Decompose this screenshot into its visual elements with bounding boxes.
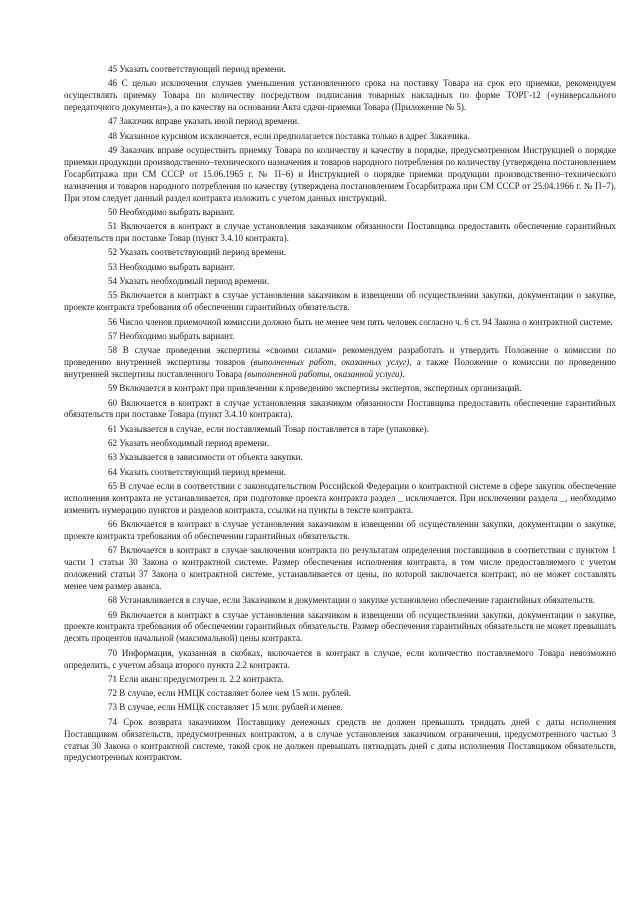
footnote-text: 50 Необходимо выбрать вариант.	[108, 206, 235, 217]
footnote-text: 58 В случае проведения экспертизы «своими силами» рекомендуем разработать и утвердить Положение о комиссии по проведению внутренней экспертизы товаров	[64, 345, 616, 368]
footnote-46	[64, 78, 616, 114]
footnote-62	[64, 438, 616, 450]
footnote-47	[64, 116, 616, 128]
footnote-text: 60 Включается в контракт в случае установления заказчиком обязанности Поставщика предоставить обеспечение гарантийных обязательств при поставке Товара (пункт 3.4.10 контракта).	[64, 397, 616, 420]
footnote-64	[64, 467, 616, 479]
footnote-text: 62 Указать необходимый период времени.	[108, 438, 270, 449]
footnote-text: 46 С целью исключения случаев уменьшения установленного срока на поставку Товара на срок его приемки, рекомендуем осуществлять приемку Товара по количеству посредством подписания товарных накладных по форме ТОРГ-12 («универсального передаточного документа»), а по качеству на основании Акта сдачи-приемки Товара (Приложение № 5).	[64, 78, 616, 113]
footnote-text: 74 Срок возврата заказчиком Поставщику денежных средств не должен превышать тридцать дней с даты исполнения Поставщиком обязательств, предусмотренных контрактом, а в случае установления заказчиком ограничения, предусмотренного частью 3 статьи 30 Закона о контрактной системе, такой срок не должен превышать пятнадцать дней с даты исполнения Поставщиком обязательств, предусмотренных контрактом.	[64, 716, 616, 763]
footnote-text: 48 Указанное курсивом исключается, если предполагается поставка только в адрес Заказчика.	[108, 130, 470, 141]
footnote-59	[64, 383, 616, 395]
footnote-text: 69 Включается в контракт в случае установления заказчиком в извещении об осуществлении закупки, документации о закупке, проекте контракта требования об обеспечении гарантийных обязательств. Размер обеспечения гарантийных обязательств не может превышать десять процентов начальной (максимальной) цены контракта.	[64, 609, 616, 644]
footnote-text: 54 Указать необходимый период времени.	[108, 276, 270, 287]
footnote-text: 63 Указывается в зависимости от объекта закупки.	[108, 452, 303, 463]
footnote-text: 49 Заказчик вправе осуществить приемку Товара по количеству и качеству в порядке, предусмотренном Инструкцией о порядке приемки продукции производственно–технического назначения и товаров народного потребления по количеству (утверждена постановлением Госарбитража при СМ СССР от 15.06.1965 г. № П–6) и Инструкцией о порядке приемки продукции производственно–технического назначения и товаров народного потребления по качеству (утверждена постановлением Госарбитража при СМ СССР от 25.04.1966 г. № П–7). При этом следует данный раздел контракта изложить с учетом данных инструкций.	[64, 145, 616, 203]
footnote-italic-text: (выполненной работы, оказанной услуги)	[244, 368, 403, 379]
footnote-67	[64, 545, 616, 593]
footnote-text: 66 Включается в контракт в случае установления заказчиком в извещении об осуществлении закупки, документации о закупке, проекте контракта требования об обеспечении гарантийных обязательств.	[64, 519, 616, 541]
footnote-55	[64, 290, 616, 314]
footnote-66	[64, 519, 616, 543]
footnote-text: 56 Число членов приемочной комиссии должно быть не менее чем пять человек согласно ч. 6 ст. 94 Закона о контрактной системе.	[108, 316, 613, 327]
footnote-text: 51 Включается в контракт в случае установления заказчиком обязанности Поставщика предоставить обеспечение гарантийных обязательств при поставке Товар (пункт 3.4.10 контракта).	[64, 221, 616, 244]
footnote-text: 68 Устанавливается в случае, если Заказчиком в документации о закупке установлено обеспечение гарантийных обязательств.	[108, 595, 596, 606]
footnote-text: 72 В случае, если НМЦК составляет более чем 15 млн. рублей.	[108, 688, 352, 699]
footnote-69	[64, 610, 616, 646]
footnote-text: .	[402, 368, 405, 379]
footnote-52	[64, 247, 616, 259]
footnote-text: 59 Включается в контракт при привлечении к проведению экспертизы экспертов, экспертных организаций.	[108, 383, 522, 394]
footnote-49	[64, 145, 616, 205]
footnote-65	[64, 481, 616, 517]
footnote-text: 70 Информация, указанная в скобках, включается в контракт в случае, если количество поставляемого Товара невозможно определить, с учетом абзаца второго пункта 2.2 контракта.	[64, 647, 616, 670]
footnote-text: 73 В случае, если НМЦК составляет 15 млн. рублей и менее.	[108, 702, 343, 713]
footnote-text: 47 Заказчик вправе указать иной период времени.	[108, 116, 300, 127]
footnote-45	[64, 64, 616, 76]
footnote-51	[64, 221, 616, 245]
footnote-text: 52 Указать соответствующий период времени.	[108, 247, 287, 258]
footnote-68	[64, 595, 616, 607]
footnote-48	[64, 131, 616, 143]
footnote-61	[64, 424, 616, 436]
footnote-56	[64, 317, 616, 329]
footnote-57	[64, 331, 616, 343]
footnote-74	[64, 717, 616, 765]
footnote-text: 53 Необходимо выбрать вариант.	[108, 261, 235, 272]
footnote-70	[64, 648, 616, 672]
footnote-60	[64, 398, 616, 422]
footnote-text: , а также Положение о комиссии по проведению внутренней экспертизы поставленного Товара	[64, 357, 616, 379]
footnote-text: 45 Указать соответствующий период времени.	[108, 64, 287, 74]
footnote-italic-text: (выполненных работ, оказанных услуг)	[250, 357, 410, 368]
footnote-53	[64, 262, 616, 274]
footnote-text: 64 Указать соответствующий период времени.	[108, 466, 287, 477]
footnote-58	[64, 345, 616, 381]
footnote-text: 67 Включается в контракт в случае заключения контракта по результатам определения поставщиков в соответствии с пунктом 1 части 1 статьи 30 Закона о контрактной системе. Размер обеспечения исполнения контракта, в том числе предоставляемого с учетом положений статьи 37 Закона о контрактной системе, устанавливается от цены, по которой заключается контракт, но не может составлять менее чем размер аванса.	[64, 545, 616, 591]
footnote-73	[64, 702, 616, 714]
footnote-63	[64, 452, 616, 464]
footnote-text: 61 Указывается в случае, если поставляемый Товар поставляется в таре (упаковке).	[108, 423, 429, 434]
footnote-54	[64, 276, 616, 288]
footnote-text: 65 В случае если в соответствии с законодательством Российской Федерации о контрактной системе в сфере закупок обеспечение исполнения контракта не устанавливается, при подготовке проекта контракта раздел _ исключается. При исключении раздела _, необходимо изменить нумерацию пунктов и разделов контракта, ссылки на пункты в тексте контракта.	[64, 480, 616, 515]
footnote-text: 55 Включается в контракт в случае установления заказчиком в извещении об осуществлении закупки, документации о закупке, проекте контракта требования об обеспечении гарантийных обязательств.	[64, 290, 616, 313]
footnote-text: 71 Если аванс предусмотрен п. 2.2 контракта.	[108, 673, 284, 684]
footnote-72	[64, 688, 616, 700]
footnote-50	[64, 207, 616, 219]
footnote-text: 57 Необходимо выбрать вариант.	[108, 330, 235, 341]
footnote-71	[64, 674, 616, 686]
